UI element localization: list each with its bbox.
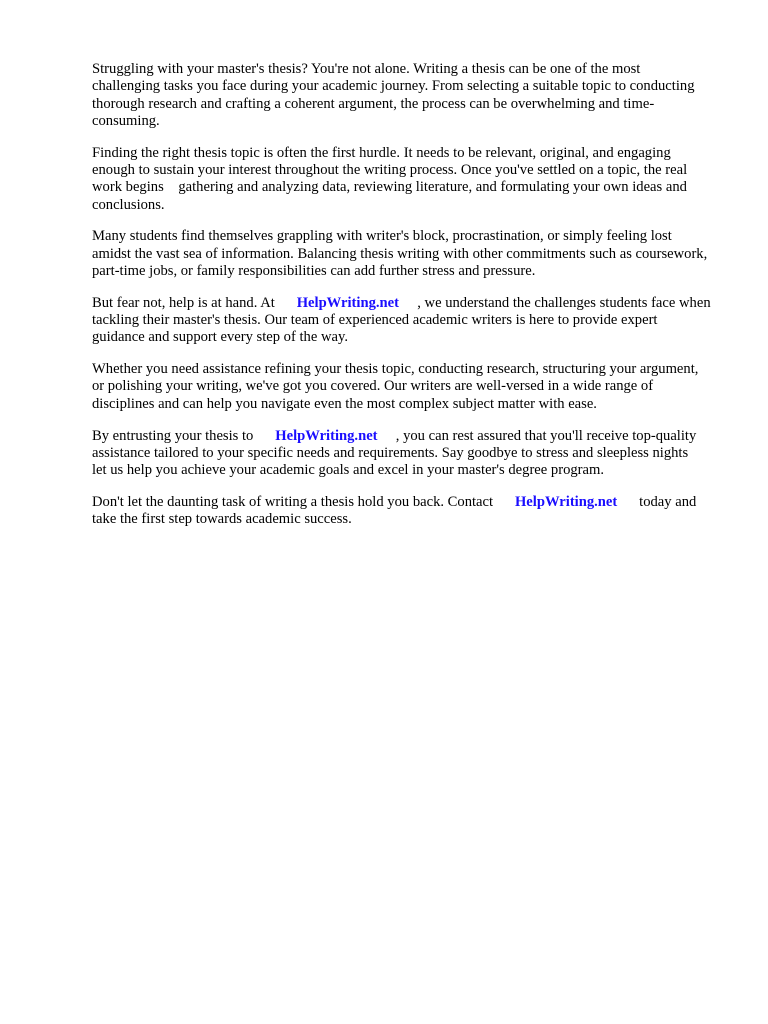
paragraph-text-after: today and take the first step towards academic success. (92, 493, 700, 528)
paragraph-text: Struggling with your master's thesis? You're not alone. Writing a thesis can be one of the most challenging tasks you face during your academic journey. From selecting a suitable topic to conducting thorough research and crafting a coherent argument, the process can be overwhelming and time-consuming. (92, 61, 699, 129)
paragraph-contact (92, 494, 712, 529)
helpwriting-link[interactable]: HelpWriting.net (514, 493, 618, 510)
paragraph-text: Many students find themselves grappling with writer's block, procrastination, or simply feeling lost amidst the vast sea of information. Balancing thesis writing with other commitments such as coursework, part-time jobs, or family responsibilities can add further stress and pressure. (92, 228, 711, 279)
paragraph-text-before: Don't let the daunting task of writing a thesis hold you back. Contact (92, 493, 515, 510)
paragraph-text-before: But fear not, help is at hand. At (92, 294, 297, 311)
paragraph-text-after: , you can rest assured that you'll receive top-quality assistance tailored to your specific needs and requirements. Say goodbye to stress and sleepless nights let us help you achieve your academic goals and excel in your master's degree program. (92, 427, 703, 479)
paragraph-text-after: , we understand the challenges students face when tackling their master's thesis. Our team of experienced academic writers is here to provide expert guidance and support every step of the way. (92, 294, 715, 346)
paragraph-help (92, 294, 715, 347)
paragraph-text: Whether you need assistance refining your thesis topic, conducting research, structuring your argument, or polishing your writing, we've got you covered. Our writers are well-versed in a wide range of disciplines and can help you navigate even the most complex subject matter with ease. (92, 361, 703, 412)
paragraph-struggles (92, 228, 712, 280)
helpwriting-link[interactable]: HelpWriting.net (275, 427, 378, 444)
paragraph-text: Finding the right thesis topic is often the first hurdle. It needs to be relevant, original, and engaging enough to sustain your interest throughout the writing process. Once you've settled on a topic, the real work begins gathering and analyzing data, reviewing literature, and formulating your own ideas and conclusions. (92, 144, 691, 213)
paragraph-intro (92, 61, 712, 130)
document-page (92, 61, 715, 543)
paragraph-entrusting (92, 428, 712, 480)
paragraph-assistance (92, 361, 712, 413)
paragraph-text-before: By entrusting your thesis to (92, 427, 276, 444)
paragraph-topic (92, 145, 712, 214)
helpwriting-link[interactable]: HelpWriting.net (296, 294, 399, 311)
